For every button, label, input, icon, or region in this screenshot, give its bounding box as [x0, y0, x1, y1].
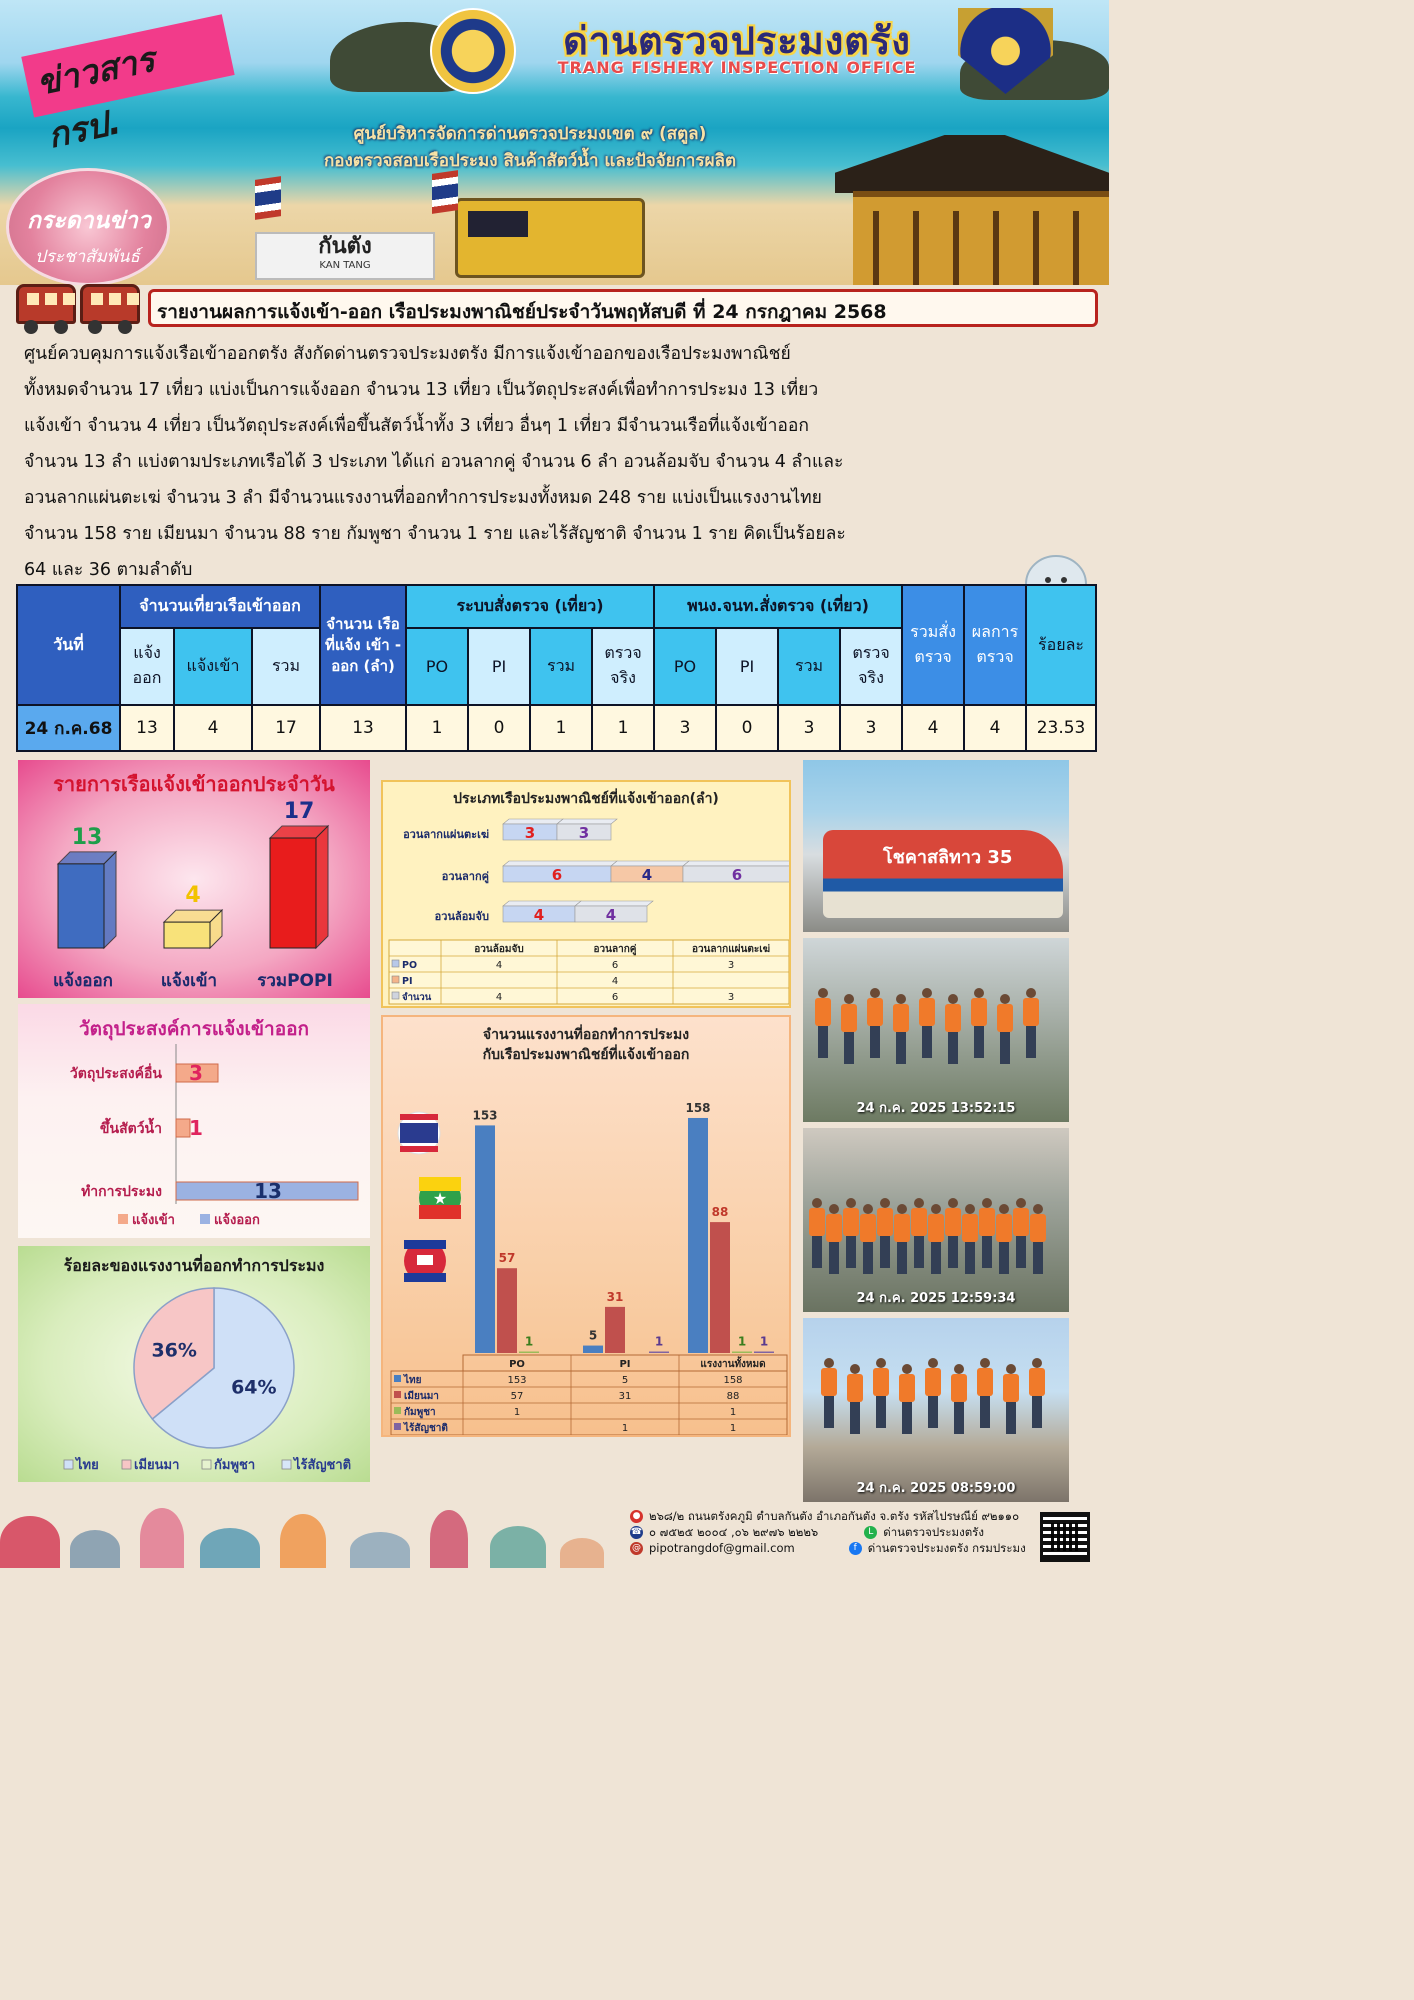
- inspection-stats-table: [16, 584, 1097, 752]
- data-label: 13: [254, 1179, 282, 1203]
- table-cell: 1: [621, 1423, 629, 1434]
- crew-member: [821, 1358, 837, 1428]
- table-column-header: PI: [619, 1359, 631, 1370]
- contact-address: [630, 1508, 1030, 1524]
- kantang-sign: [255, 232, 435, 280]
- bar: [710, 1222, 730, 1353]
- crew-photo: [803, 1318, 1069, 1502]
- cell-boats: 13: [320, 705, 406, 751]
- phone-icon: ☎: [630, 1526, 643, 1537]
- chart-title-line1: จำนวนแรงงานที่ออกทำการประมง: [482, 1027, 690, 1043]
- table-cell: 88: [726, 1391, 740, 1402]
- table-row-label: PO: [402, 960, 418, 971]
- data-label: 1: [759, 1334, 769, 1349]
- cell-sum: 17: [252, 705, 320, 751]
- crew-group: [803, 988, 1069, 1108]
- crew-member: [826, 1204, 842, 1274]
- table-row-label: จำนวน: [402, 992, 432, 1003]
- bar: [732, 1352, 752, 1353]
- category-label: แจ้งออก: [53, 971, 113, 991]
- subtitle-center: ศูนย์บริหารจัดการด่านตรวจประมงเขต ๙ (สตูล): [353, 124, 707, 144]
- header-officer-po: PO: [654, 628, 716, 705]
- labor-count-chart: [383, 1017, 791, 1437]
- boat-name: โชคาสลิทาว 35: [883, 847, 1013, 868]
- news-badge-text: ข่าวสาร กรป.: [33, 39, 159, 157]
- cambodia-flag-icon: [404, 1240, 446, 1249]
- table-row-label: ไร้สัญชาติ: [404, 1423, 448, 1434]
- category-label: อวนลากคู่: [441, 870, 489, 883]
- crew-member: [841, 994, 857, 1064]
- data-label: 3: [189, 1061, 203, 1085]
- legend-swatch: [392, 960, 399, 967]
- chart-title: วัตถุประสงค์การแจ้งเข้าออก: [78, 1018, 310, 1040]
- labor-percent-chart-panel: [18, 1246, 370, 1482]
- bar: [164, 922, 210, 948]
- bar: [58, 864, 104, 948]
- legend-swatch: [392, 976, 399, 983]
- legend-swatch: [202, 1460, 211, 1469]
- data-label: 64%: [231, 1376, 277, 1399]
- line-text: ด่านตรวจประมงตรัง: [883, 1525, 984, 1539]
- data-label: 4: [605, 906, 617, 924]
- data-label: 17: [283, 799, 315, 824]
- table-row-label: เมียนมา: [404, 1391, 439, 1402]
- crew-member: [815, 988, 831, 1058]
- data-label: 5: [588, 1328, 598, 1343]
- legend-label: ไร้สัญชาติ: [294, 1458, 352, 1473]
- category-label: ทำการประมง: [81, 1184, 162, 1200]
- crew-member: [1023, 988, 1039, 1058]
- header-system-pi: PI: [468, 628, 530, 705]
- header-officer-sum: รวม: [778, 628, 840, 705]
- data-label: 1: [654, 1334, 664, 1349]
- cell-officer-pi: 0: [716, 705, 778, 751]
- cell-system-actual: 1: [592, 705, 654, 751]
- legend-label: กัมพูชา: [214, 1458, 256, 1473]
- purpose-chart-panel: [18, 1004, 370, 1238]
- crew-member: [997, 994, 1013, 1064]
- header-officer-inspection: พนง.จนท.สั่งตรวจ (เที่ยว): [654, 585, 902, 628]
- bar: [605, 1307, 625, 1353]
- crew-member: [951, 1364, 967, 1434]
- data-label: 31: [606, 1289, 624, 1304]
- table-row-label: PI: [402, 976, 413, 987]
- crew-member: [867, 988, 883, 1058]
- table-cell: 153: [507, 1375, 527, 1386]
- chart-title-line2: กับเรือประมงพาณิชย์ที่แจ้งเข้าออก: [482, 1047, 690, 1063]
- summary-line: ศูนย์ควบคุมการแจ้งเรือเข้าออกตรัง สังกัดด่านตรวจประมงตรัง มีการแจ้งเข้าออกของเรือประมงพาณิชย์: [24, 344, 791, 364]
- summary-line: อวนลากแผ่นตะเฆ่ จำนวน 3 ลำ มีจำนวนแรงงานที่ออกทำการประมงทั้งหมด 248 ราย แบ่งเป็นแรงงานไทย: [24, 488, 822, 508]
- data-label: 4: [533, 906, 545, 924]
- header-system-actual: ตรวจ จริง: [592, 628, 654, 705]
- crew-member: [971, 988, 987, 1058]
- cell-officer-sum: 3: [778, 705, 840, 751]
- header-system-inspection: ระบบสั่งตรวจ (เที่ยว): [406, 585, 654, 628]
- bar: [519, 1352, 539, 1353]
- table-column-header: อวนลากแผ่นตะเฆ่: [691, 944, 771, 955]
- cambodia-flag-icon: [417, 1255, 433, 1265]
- legend-label: แจ้งเข้า: [132, 1213, 175, 1228]
- crew-member: [979, 1198, 995, 1268]
- legend-label: เมียนมา: [134, 1458, 180, 1473]
- table-cell: 158: [723, 1375, 743, 1386]
- office-title: ด่านตรวจประมงตรัง: [563, 19, 911, 63]
- bar: [270, 838, 316, 948]
- bar: [688, 1118, 708, 1353]
- bar-side: [316, 826, 328, 948]
- table-column-header: อวนลากคู่: [593, 944, 637, 955]
- crew-member: [945, 994, 961, 1064]
- location-pin-icon: ●: [630, 1510, 643, 1523]
- data-label: 6: [551, 866, 563, 884]
- boat-photo: [803, 760, 1069, 932]
- data-label: 4: [641, 866, 653, 884]
- daily-trips-chart-panel: [18, 760, 370, 998]
- table-cell: 6: [611, 992, 619, 1003]
- train-image: [455, 198, 645, 278]
- chart-title: ประเภทเรือประมงพาณิชย์ที่แจ้งเข้าออก(ลำ): [453, 791, 719, 807]
- contact-email-facebook: [630, 1540, 1030, 1556]
- data-label: 1: [524, 1334, 534, 1349]
- summary-line: จำนวน 158 ราย เมียนมา จำนวน 88 ราย กัมพูชา จำนวน 1 ราย และไร้สัญชาติ จำนวน 1 ราย คิดเป็นร้อยละ: [24, 524, 846, 544]
- thailand-flag-icon: [400, 1114, 438, 1120]
- photo-timestamp: 24 ก.ค. 2025 12:59:34: [856, 1291, 1016, 1306]
- header-in: แจ้งเข้า: [174, 628, 252, 705]
- legend-swatch: [282, 1460, 291, 1469]
- crew-photo: [803, 1128, 1069, 1312]
- legend-swatch: [394, 1391, 401, 1398]
- data-label: 153: [472, 1108, 498, 1123]
- sign-english: KAN TANG: [319, 260, 371, 271]
- myanmar-flag-icon: ★: [432, 1189, 448, 1208]
- table-cell: 1: [729, 1407, 737, 1418]
- table-cell: 31: [618, 1391, 632, 1402]
- facebook-icon: f: [849, 1542, 862, 1555]
- table-cell: 1: [513, 1407, 521, 1418]
- cell-total-ordered: 4: [902, 705, 964, 751]
- phone-text: ๐ ๗๕๒๕ ๒๐๐๔ ,๐๖ ๒๙๗๖ ๒๒๒๖: [649, 1525, 819, 1539]
- daily-trips-chart: [18, 760, 370, 998]
- photo-timestamp: 24 ก.ค. 2025 08:59:00: [856, 1481, 1016, 1496]
- crew-member: [911, 1198, 927, 1268]
- summary-line: จำนวน 13 ลำ แบ่งตามประเภทเรือได้ 3 ประเภท ได้แก่ อวนลากคู่ จำนวน 6 ลำ อวนล้อมจับ จำนวน 4 ลำและ: [24, 452, 844, 472]
- crew-member: [1013, 1198, 1029, 1268]
- table-row: [17, 705, 1096, 751]
- cell-system-po: 1: [406, 705, 468, 751]
- table-cell: 5: [621, 1375, 629, 1386]
- boat-types-chart-panel: [381, 780, 791, 1008]
- data-label: 3: [578, 824, 590, 842]
- table-cell: 3: [727, 960, 735, 971]
- crew-member: [945, 1198, 961, 1268]
- table-cell: 4: [611, 976, 619, 987]
- table-row-label: ไทย: [404, 1375, 422, 1386]
- data-label: 88: [711, 1205, 729, 1220]
- cell-officer-actual: 3: [840, 705, 902, 751]
- thai-flag-icon: [255, 176, 281, 220]
- cell-percent: 23.53: [1026, 705, 1096, 751]
- cambodia-flag-icon: [404, 1273, 446, 1282]
- bar: [649, 1352, 669, 1353]
- cell-out: 13: [120, 705, 174, 751]
- crew-member: [962, 1204, 978, 1274]
- header-officer-actual: ตรวจ จริง: [840, 628, 902, 705]
- data-label: 36%: [151, 1339, 197, 1362]
- legend-swatch: [392, 992, 399, 999]
- table-column-header: แรงงานทั้งหมด: [700, 1359, 766, 1370]
- crew-member: [899, 1364, 915, 1434]
- line-app-icon: L: [864, 1526, 877, 1539]
- legend-swatch: [394, 1375, 401, 1382]
- legend-swatch: [118, 1214, 128, 1224]
- table-cell: 4: [495, 960, 503, 971]
- header-boats: จำนวน เรือที่แจ้ง เข้า - ออก (ลำ): [320, 585, 406, 705]
- sign-thai: กันตัง: [318, 234, 372, 259]
- photo-timestamp: 24 ก.ค. 2025 13:52:15: [856, 1101, 1016, 1116]
- crew-member: [873, 1358, 889, 1428]
- legend-swatch: [394, 1423, 401, 1430]
- table-cell: 4: [495, 992, 503, 1003]
- table-row-label: กัมพูชา: [404, 1407, 436, 1418]
- table-cell: 57: [510, 1391, 524, 1402]
- header-date: วันที่: [17, 585, 120, 705]
- purpose-chart: [18, 1004, 370, 1238]
- header-banner: [0, 0, 1109, 285]
- table-cell: 1: [729, 1423, 737, 1434]
- header-percent: ร้อยละ: [1026, 585, 1096, 705]
- legend-swatch: [122, 1460, 131, 1469]
- qr-code-icon[interactable]: [1040, 1512, 1090, 1562]
- labor-count-chart-panel: [381, 1015, 791, 1437]
- data-label: 13: [71, 824, 103, 850]
- summary-line: แจ้งเข้า จำนวน 4 เที่ยว เป็นวัตถุประสงค์เพื่อขึ้นสัตว์น้ำทั้ง 3 เที่ยว อื่นๆ 1 เที่ยว มีจำนวนเรือที่แจ้งเข้าออก: [24, 416, 810, 436]
- crew-member: [1030, 1204, 1046, 1274]
- table-column-header: PO: [509, 1359, 525, 1370]
- cell-officer-po: 3: [654, 705, 716, 751]
- header-officer-pi: PI: [716, 628, 778, 705]
- crew-member: [893, 994, 909, 1064]
- cell-result: 4: [964, 705, 1026, 751]
- crew-member: [843, 1198, 859, 1268]
- table-cell: 3: [727, 992, 735, 1003]
- data-label: 3: [524, 824, 536, 842]
- email-icon: @: [632, 1542, 641, 1553]
- email-link[interactable]: pipotrangdof@gmail.com: [649, 1541, 795, 1555]
- legend-label: แจ้งออก: [214, 1213, 260, 1228]
- cell-in: 4: [174, 705, 252, 751]
- legend-swatch: [64, 1460, 73, 1469]
- legend-label: ไทย: [76, 1458, 99, 1473]
- category-label: อวนล้อมจับ: [434, 910, 489, 923]
- header-trips: จำนวนเที่ยวเรือเข้าออก: [120, 585, 320, 628]
- table-cell: 6: [611, 960, 619, 971]
- subtitle-division: กองตรวจสอบเรือประมง สินค้าสัตว์น้ำ และปัจจัยการผลิต: [323, 151, 737, 171]
- summary-line: ทั้งหมดจำนวน 17 เที่ยว แบ่งเป็นการแจ้งออก จำนวน 13 เที่ยว เป็นวัตถุประสงค์เพื่อทำการประมง 13 เที่ยว: [24, 380, 819, 400]
- header-system-po: PO: [406, 628, 468, 705]
- legend-swatch: [394, 1407, 401, 1414]
- crew-member: [928, 1204, 944, 1274]
- category-label: ขึ้นสัตว์น้ำ: [99, 1121, 162, 1137]
- bar: [497, 1268, 517, 1353]
- legend-swatch: [200, 1214, 210, 1224]
- department-of-fisheries-seal-icon: [430, 8, 516, 94]
- thailand-flag-icon: [400, 1123, 438, 1143]
- contact-phone-line: [630, 1524, 1030, 1540]
- train-icon: [16, 274, 152, 336]
- thailand-flag-icon: [400, 1146, 438, 1152]
- category-label: แจ้งเข้า: [160, 971, 218, 991]
- bar-side: [104, 852, 116, 948]
- header-sum: รวม: [252, 628, 320, 705]
- bar: [754, 1352, 774, 1353]
- cell-system-sum: 1: [530, 705, 592, 751]
- bar: [475, 1125, 495, 1353]
- data-label: 1: [189, 1116, 203, 1140]
- data-label: 1: [737, 1334, 747, 1349]
- table-column-header: อวนล้อมจับ: [474, 944, 524, 955]
- header-system-sum: รวม: [530, 628, 592, 705]
- crew-member: [919, 988, 935, 1058]
- category-label: วัตถุประสงค์อื่น: [69, 1066, 162, 1082]
- train-station-image: [835, 135, 1109, 285]
- crew-member: [996, 1204, 1012, 1274]
- report-headline: รายงานผลการแจ้งเข้า-ออก เรือประมงพาณิชย์ประจำวันพฤหัสบดี ที่ 24 กรกฎาคม 2568: [157, 301, 887, 323]
- crew-member: [925, 1358, 941, 1428]
- crew-member: [1029, 1358, 1045, 1428]
- labor-percent-pie-chart: [18, 1246, 370, 1482]
- summary-line: 64 และ 36 ตามลำดับ: [24, 560, 193, 580]
- crew-photo: [803, 938, 1069, 1122]
- pr-board-title: กระดานข่าว: [27, 208, 151, 234]
- data-label: 6: [731, 866, 743, 884]
- bar: [176, 1119, 190, 1137]
- header-total-ordered: รวมสั่ง ตรวจ: [902, 585, 964, 705]
- office-title-english: TRANG FISHERY INSPECTION OFFICE: [557, 58, 917, 77]
- summary-paragraph: [24, 336, 1084, 588]
- crew-member: [847, 1364, 863, 1434]
- header-out: แจ้ง ออก: [120, 628, 174, 705]
- crew-member: [877, 1198, 893, 1268]
- crew-member: [894, 1204, 910, 1274]
- boat-types-chart: [383, 782, 791, 1008]
- chart-title: รายการเรือแจ้งเข้าออกประจำวัน: [53, 772, 335, 796]
- data-label: 4: [185, 883, 201, 909]
- category-label: อวนลากแผ่นตะเฆ่: [403, 828, 489, 841]
- pr-board-subtitle: ประชาสัมพันธ์: [35, 247, 140, 267]
- contact-info: [630, 1508, 1030, 1556]
- data-label: 57: [498, 1251, 516, 1266]
- boat-hull-image: [823, 830, 1063, 918]
- pr-board-badge: [6, 168, 170, 285]
- crew-group: [803, 1358, 1069, 1478]
- headline-box: [148, 289, 1098, 327]
- crew-member: [977, 1358, 993, 1428]
- thai-flag-icon: [432, 170, 458, 214]
- facebook-link[interactable]: ด่านตรวจประมงตรัง กรมประมง: [867, 1541, 1026, 1555]
- chart-title: ร้อยละของแรงงานที่ออกทำการประมง: [63, 1256, 325, 1275]
- crew-member: [1003, 1364, 1019, 1434]
- header-result: ผลการ ตรวจ: [964, 585, 1026, 705]
- data-label: 158: [685, 1100, 711, 1115]
- cell-date: 24 ก.ค.68: [17, 705, 120, 751]
- address-text: ๒๖๘/๒ ถนนตรังคภูมิ ตำบลกันตัง อำเภอกันตัง จ.ตรัง รหัสไปรษณีย์ ๙๒๑๑๐: [649, 1509, 1020, 1523]
- crew-member: [809, 1198, 825, 1268]
- cell-system-pi: 0: [468, 705, 530, 751]
- category-label: รวมPOPI: [257, 971, 333, 991]
- crew-member: [860, 1204, 876, 1274]
- bar: [583, 1346, 603, 1353]
